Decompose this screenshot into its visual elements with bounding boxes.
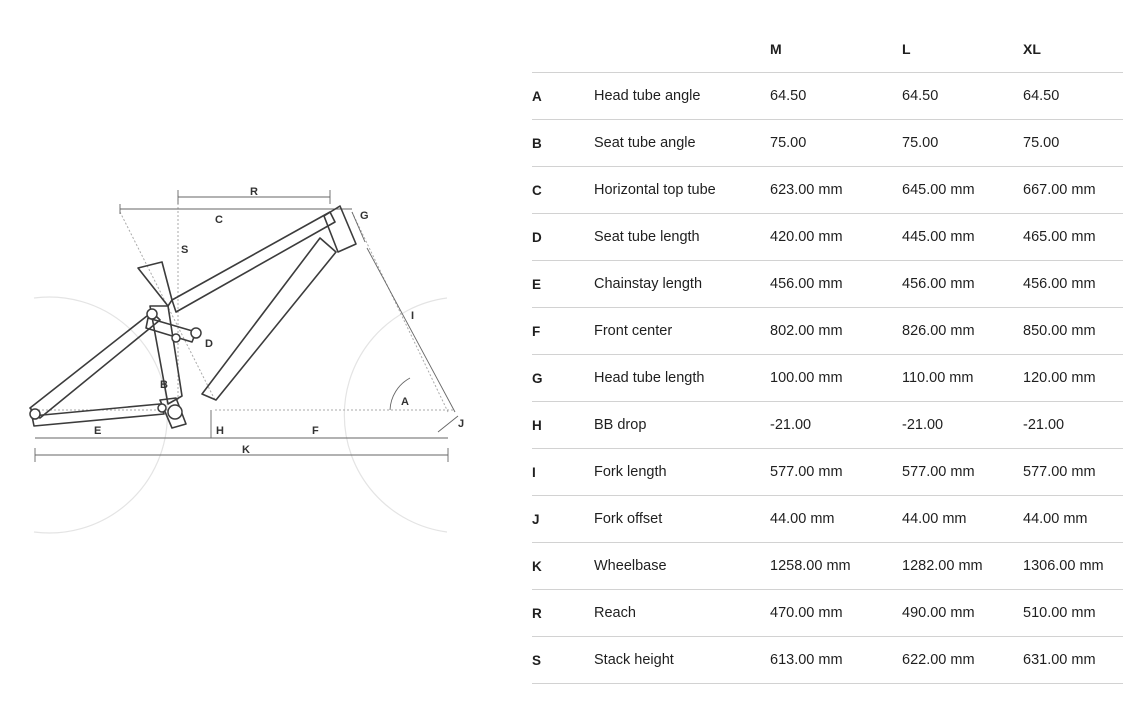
row-name: Reach bbox=[594, 590, 770, 637]
row-name: Fork length bbox=[594, 449, 770, 496]
row-value-m: 613.00 mm bbox=[770, 637, 902, 684]
row-name: Stack height bbox=[594, 637, 770, 684]
dim-label-s: S bbox=[181, 244, 189, 256]
row-value-l: 110.00 mm bbox=[902, 355, 1023, 402]
row-value-l: -21.00 bbox=[902, 402, 1023, 449]
table-row bbox=[532, 167, 1123, 214]
row-value-l: 75.00 bbox=[902, 120, 1023, 167]
table-row bbox=[532, 120, 1123, 167]
row-value-m: 577.00 mm bbox=[770, 449, 902, 496]
row-value-m: 456.00 mm bbox=[770, 261, 902, 308]
table-row bbox=[532, 449, 1123, 496]
row-value-xl: 120.00 mm bbox=[1023, 355, 1123, 402]
header-size-xl: XL bbox=[1023, 26, 1123, 73]
dim-label-h: H bbox=[216, 425, 224, 437]
row-value-l: 490.00 mm bbox=[902, 590, 1023, 637]
row-code: G bbox=[532, 355, 594, 402]
frame-drawing bbox=[0, 0, 500, 709]
row-value-l: 445.00 mm bbox=[902, 214, 1023, 261]
row-value-l: 577.00 mm bbox=[902, 449, 1023, 496]
row-value-xl: 1306.00 mm bbox=[1023, 543, 1123, 590]
table-row bbox=[532, 402, 1123, 449]
row-code: A bbox=[532, 73, 594, 120]
dim-label-k: K bbox=[242, 444, 250, 456]
row-value-xl: 456.00 mm bbox=[1023, 261, 1123, 308]
row-value-m: -21.00 bbox=[770, 402, 902, 449]
row-code: C bbox=[532, 167, 594, 214]
row-value-xl: 850.00 mm bbox=[1023, 308, 1123, 355]
dim-label-c: C bbox=[215, 214, 223, 226]
row-value-m: 44.00 mm bbox=[770, 496, 902, 543]
row-value-xl: 75.00 bbox=[1023, 120, 1123, 167]
row-code: F bbox=[532, 308, 594, 355]
row-value-l: 44.00 mm bbox=[902, 496, 1023, 543]
row-code: D bbox=[532, 214, 594, 261]
row-code: E bbox=[532, 261, 594, 308]
table-row bbox=[532, 637, 1123, 684]
header-name bbox=[594, 26, 770, 73]
front-wheel-arc bbox=[344, 298, 447, 532]
row-code: H bbox=[532, 402, 594, 449]
table-row bbox=[532, 308, 1123, 355]
geometry-table bbox=[532, 26, 1123, 684]
row-value-m: 100.00 mm bbox=[770, 355, 902, 402]
row-code: J bbox=[532, 496, 594, 543]
row-value-xl: 465.00 mm bbox=[1023, 214, 1123, 261]
row-name: Front center bbox=[594, 308, 770, 355]
header-size-m: M bbox=[770, 26, 902, 73]
row-code: B bbox=[532, 120, 594, 167]
row-value-l: 1282.00 mm bbox=[902, 543, 1023, 590]
dimension-lines bbox=[35, 190, 458, 462]
row-name: Head tube length bbox=[594, 355, 770, 402]
row-value-xl: 577.00 mm bbox=[1023, 449, 1123, 496]
row-value-m: 802.00 mm bbox=[770, 308, 902, 355]
row-value-xl: 667.00 mm bbox=[1023, 167, 1123, 214]
dim-label-r: R bbox=[250, 186, 258, 198]
dim-label-a: A bbox=[401, 396, 409, 408]
row-name: BB drop bbox=[594, 402, 770, 449]
reference-lines bbox=[30, 195, 455, 412]
row-value-xl: 64.50 bbox=[1023, 73, 1123, 120]
row-value-l: 826.00 mm bbox=[902, 308, 1023, 355]
row-name: Fork offset bbox=[594, 496, 770, 543]
frame-outline bbox=[30, 206, 356, 428]
dim-label-i: I bbox=[411, 310, 415, 322]
row-value-l: 645.00 mm bbox=[902, 167, 1023, 214]
table-row bbox=[532, 261, 1123, 308]
table-row bbox=[532, 214, 1123, 261]
table-row bbox=[532, 355, 1123, 402]
row-value-l: 456.00 mm bbox=[902, 261, 1023, 308]
row-value-m: 470.00 mm bbox=[770, 590, 902, 637]
row-code: R bbox=[532, 590, 594, 637]
row-name: Chainstay length bbox=[594, 261, 770, 308]
table-row bbox=[532, 543, 1123, 590]
row-name: Horizontal top tube bbox=[594, 167, 770, 214]
row-value-m: 75.00 bbox=[770, 120, 902, 167]
row-value-xl: 510.00 mm bbox=[1023, 590, 1123, 637]
row-value-m: 420.00 mm bbox=[770, 214, 902, 261]
row-value-m: 623.00 mm bbox=[770, 167, 902, 214]
dim-label-f: F bbox=[312, 425, 319, 437]
row-code: S bbox=[532, 637, 594, 684]
dim-label-b: B bbox=[160, 379, 168, 391]
row-name: Wheelbase bbox=[594, 543, 770, 590]
header-code bbox=[532, 26, 594, 73]
table-header-row bbox=[532, 26, 1123, 73]
row-value-m: 64.50 bbox=[770, 73, 902, 120]
row-name: Head tube angle bbox=[594, 73, 770, 120]
row-value-l: 64.50 bbox=[902, 73, 1023, 120]
table-row bbox=[532, 73, 1123, 120]
header-size-l: L bbox=[902, 26, 1023, 73]
row-code: K bbox=[532, 543, 594, 590]
row-code: I bbox=[532, 449, 594, 496]
table-row bbox=[532, 496, 1123, 543]
row-value-xl: 44.00 mm bbox=[1023, 496, 1123, 543]
row-name: Seat tube length bbox=[594, 214, 770, 261]
dim-label-d: D bbox=[205, 338, 213, 350]
dim-label-e: E bbox=[94, 425, 102, 437]
table-row bbox=[532, 590, 1123, 637]
row-value-xl: -21.00 bbox=[1023, 402, 1123, 449]
row-value-l: 622.00 mm bbox=[902, 637, 1023, 684]
row-value-xl: 631.00 mm bbox=[1023, 637, 1123, 684]
dim-label-g: G bbox=[360, 210, 369, 222]
row-name: Seat tube angle bbox=[594, 120, 770, 167]
dim-label-j: J bbox=[458, 418, 465, 430]
row-value-m: 1258.00 mm bbox=[770, 543, 902, 590]
bike-geometry-diagram bbox=[0, 0, 500, 709]
